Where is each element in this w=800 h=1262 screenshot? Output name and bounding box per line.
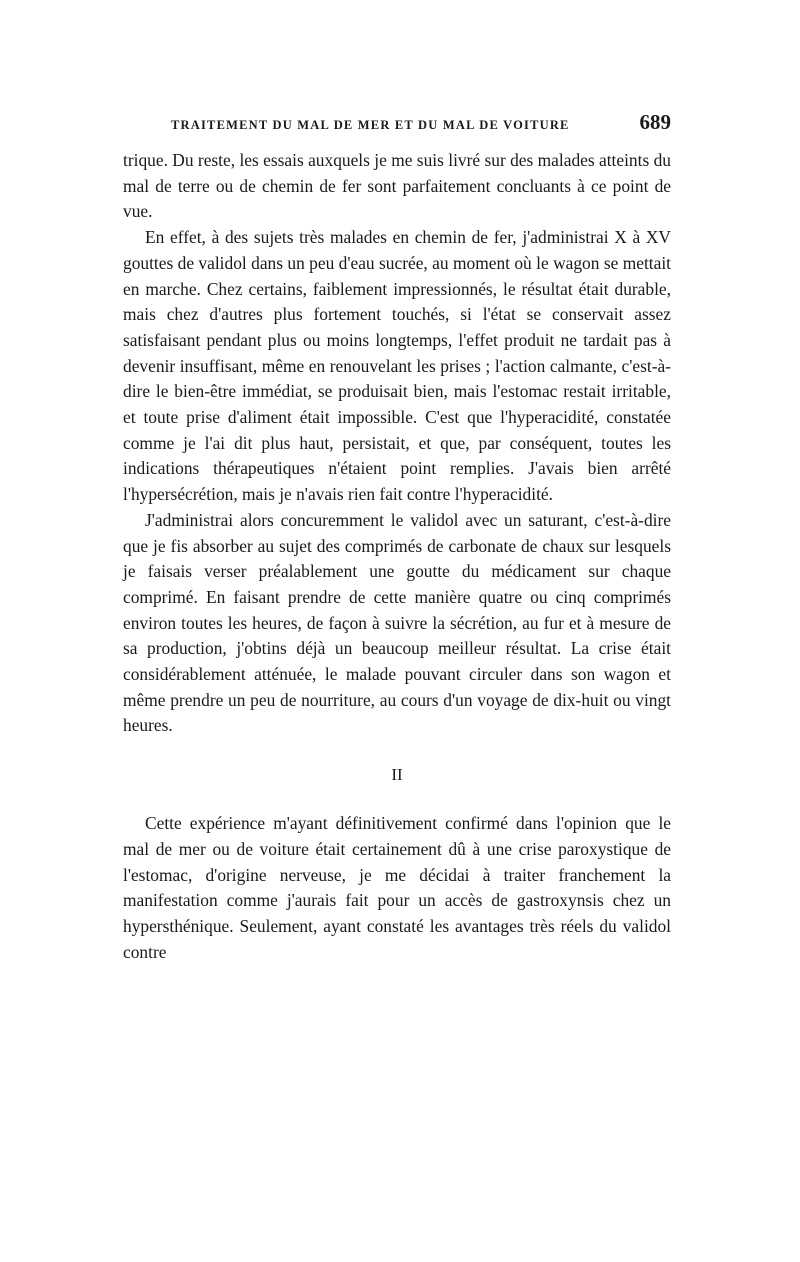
- paragraph-saturant: J'administrai alors concuremment le validol avec un saturant, c'est-à-dire que je fis absorber au sujet des comprimés de carbonate de chaux sur lesquels je faisais verser préalablement une goutte du médicament sur chaque comprimé. En faisant prendre de cette manière quatre ou cinq comprimés environ toutes les heures, de façon à suivre la sécrétion, au fur et à mesure de sa production, j'obtins déjà un beaucoup meilleur résultat. La crise était considérablement atténuée, le malade pouvant circuler dans son wagon et même prendre un peu de nourriture, au cours d'un voyage de dix-huit ou vingt heures.: [123, 509, 671, 736]
- running-title: TRAITEMENT DU MAL DE MER ET DU MAL DE VOITURE: [171, 118, 570, 132]
- paragraph-validol-trial: En effet, à des sujets très malades en chemin de fer, j'administrai X à XV gouttes de validol dans un peu d'eau sucrée, au moment où le wagon se mettait en marche. Chez certains, faiblement impressionnés, le résultat était durable, mais chez d'autres plus fortement touchés, si l'état se conservait assez satisfaisant pendant plus ou moins longtemps, l'effet produit ne tardait pas à devenir insuffisant, même en renouvelant les prises ; l'action calmante, c'est-à-dire le bien-être immédiat, se produisait bien, mais l'estomac restait irritable, et toute prise d'aliment était impossible. C'est que l'hyperacidité, constatée comme je l'ai dit plus haut, persistait, et que, par conséquent, toutes les indications thérapeutiques n'étaient point remplies. J'avais bien arrêté l'hypersécrétion, mais je n'avais rien fait contre l'hyperacidité.: [123, 227, 671, 505]
- section-heading: II: [391, 765, 403, 785]
- paragraph-continuation: trique. Du reste, les essais auxquels je me suis livré sur des malades atteints du mal de terre ou de chemin de fer sont parfaitement concluants à ce point de vue.: [123, 150, 671, 222]
- page-number: 689: [639, 110, 671, 134]
- running-header: [123, 110, 671, 140]
- book-page: [123, 110, 671, 965]
- paragraph-section-two: Cette expérience m'ayant définitivement confirmé dans l'opinion que le mal de mer ou de voiture était certainement dû à une crise paroxystique de l'estomac, d'origine nerveuse, je me décidai à traiter franchement la manifestation comme j'aurais fait pour un accès de gastroxynsis chez un hypersthénique. Seulement, ayant constaté les avantages très réels du validol contre: [123, 813, 671, 962]
